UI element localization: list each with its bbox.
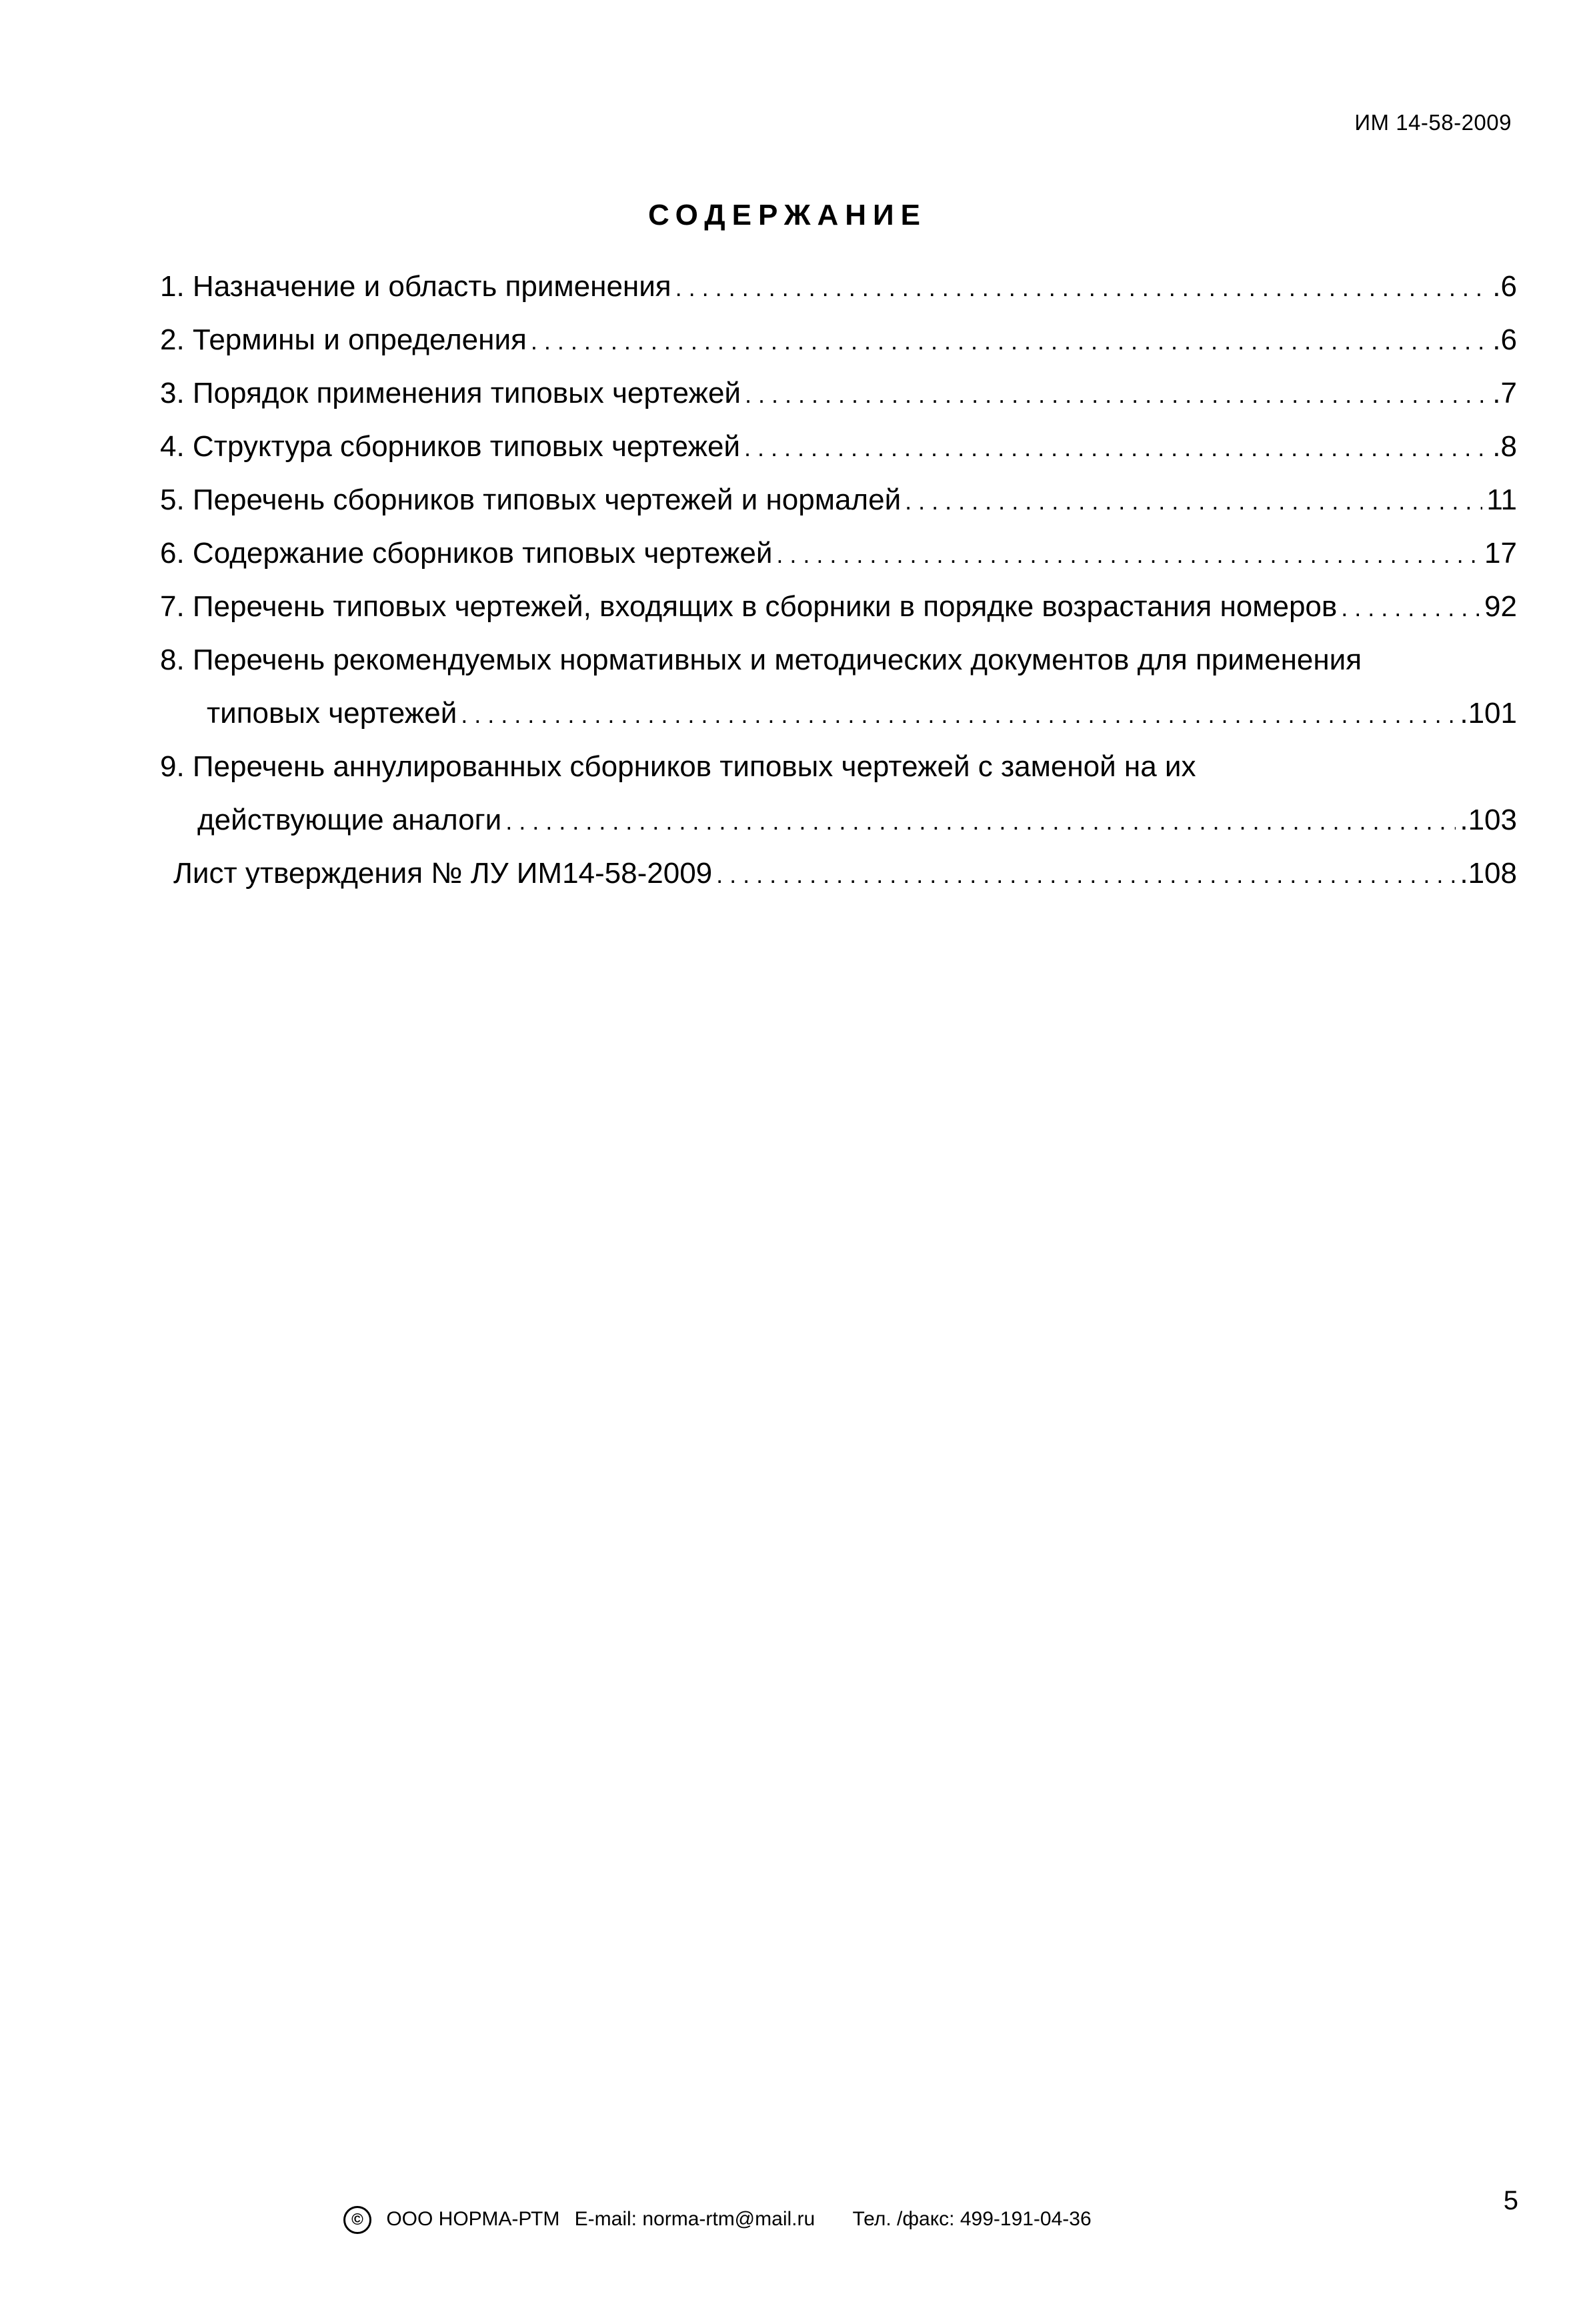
- toc-entry-continuation-text: действующие аналоги: [197, 804, 502, 836]
- toc-entry-page: 17: [1484, 537, 1517, 569]
- dot-leader: [776, 528, 1480, 582]
- dot-leader: [461, 688, 1456, 742]
- toc-entry-page: .103: [1460, 804, 1517, 836]
- document-code: ИМ 14-58-2009: [1354, 110, 1512, 135]
- toc-entry-5: [160, 473, 1517, 527]
- toc-entry-3: [160, 367, 1517, 420]
- toc-entry-2: [160, 313, 1517, 367]
- toc-entry-text: 3. Порядок применения типовых чертежей: [160, 377, 741, 409]
- table-of-contents: [160, 260, 1517, 900]
- footer-email: E-mail: norma-rtm@mail.ru: [574, 2207, 816, 2230]
- toc-entry-8-continuation: [160, 687, 1517, 740]
- toc-title: СОДЕРЖАНИЕ: [647, 199, 928, 231]
- toc-entry-text: 2. Термины и определения: [160, 323, 527, 356]
- dot-leader: [505, 795, 1456, 848]
- footer-company: ООО НОРМА-РТМ: [386, 2207, 560, 2230]
- toc-entry-approval-sheet: [160, 847, 1517, 900]
- toc-entry-page: .7: [1492, 377, 1517, 409]
- toc-entry-text: 7. Перечень типовых чертежей, входящих в сборники в порядке возрастания номеров: [160, 590, 1338, 623]
- toc-entry-1: [160, 260, 1517, 313]
- toc-entry-text: 9. Перечень аннулированных сборников типовых чертежей с заменой на их: [160, 750, 1196, 783]
- dot-leader: [744, 421, 1488, 475]
- toc-entry-page: 11: [1486, 483, 1517, 516]
- toc-entry-page: .6: [1492, 323, 1517, 356]
- toc-entry-text: 4. Структура сборников типовых чертежей: [160, 430, 740, 463]
- toc-entry-text: 8. Перечень рекомендуемых нормативных и методических документов для применения: [160, 644, 1362, 676]
- toc-entry-9: [160, 740, 1517, 794]
- dot-leader: [905, 475, 1482, 528]
- toc-entry-8: [160, 634, 1517, 687]
- dot-leader: [745, 368, 1488, 421]
- toc-entry-7: [160, 580, 1517, 634]
- toc-entry-text: 5. Перечень сборников типовых чертежей и нормалей: [160, 483, 902, 516]
- toc-entry-4: [160, 420, 1517, 473]
- toc-entry-text: 1. Назначение и область применения: [160, 270, 671, 303]
- toc-entry-text: Лист утверждения № ЛУ ИМ14-58-2009: [173, 857, 713, 890]
- toc-entry-page: .8: [1492, 430, 1517, 463]
- footer-phone: Тел. /факс: 499-191-04-36: [852, 2207, 1092, 2230]
- copyright-icon: ©: [343, 2206, 371, 2234]
- dot-leader: [716, 848, 1456, 902]
- toc-entry-page: .108: [1460, 857, 1517, 890]
- toc-entry-continuation-text: типовых чертежей: [207, 697, 457, 730]
- dot-leader: [1341, 582, 1480, 635]
- dot-leader: [531, 315, 1488, 368]
- page-footer: [343, 2206, 1101, 2234]
- toc-entry-page: .6: [1492, 270, 1517, 303]
- toc-entry-page: .101: [1460, 697, 1517, 730]
- toc-entry-page: 92: [1484, 590, 1517, 623]
- toc-entry-9-continuation: [160, 794, 1517, 847]
- toc-entry-text: 6. Содержание сборников типовых чертежей: [160, 537, 773, 569]
- page-number: 5: [1503, 2186, 1518, 2215]
- dot-leader: [675, 261, 1489, 315]
- toc-entry-6: [160, 527, 1517, 580]
